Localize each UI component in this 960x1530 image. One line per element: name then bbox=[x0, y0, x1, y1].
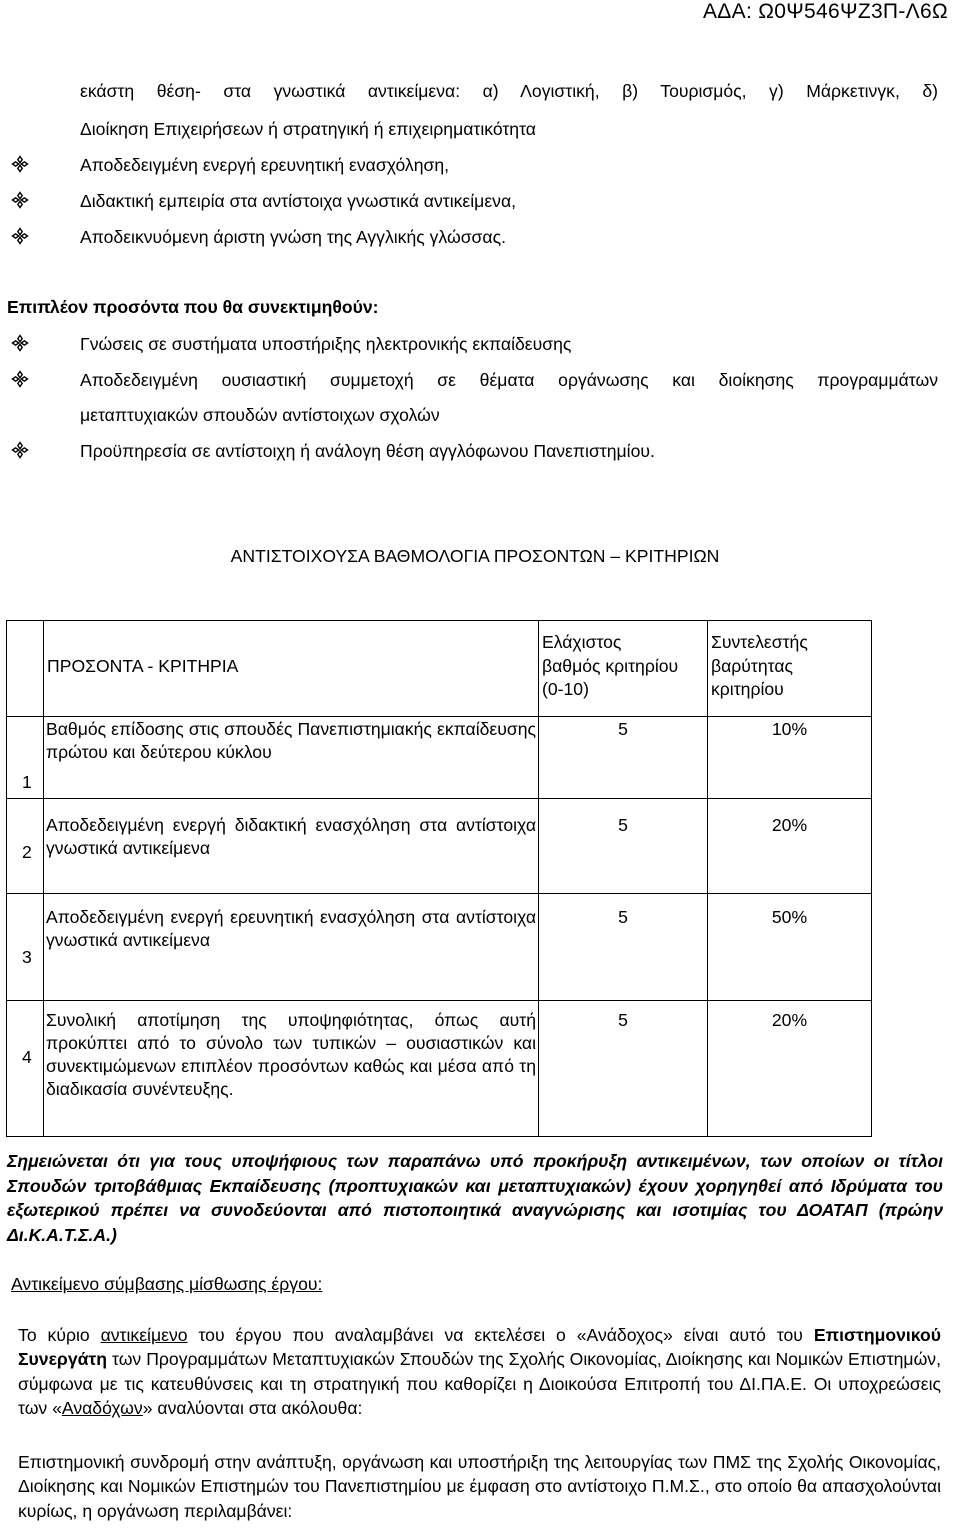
support-paragraph: Επιστημονική συνδρομή στην ανάπτυξη, οργάνωση και υποστήριξη της λειτουργίας των ΠΜΣ της Σχολής Οικονομίας, Διοίκησης και Νομικών Επιστημών του Πανεπιστημίου με έμφαση στο αντίστοιχο Π.Μ.Σ., στο οποίο θα απασχολούνται κυρίως, η οργάνωση περιλαμβάνει: bbox=[18, 1452, 941, 1521]
section-heading: Επιπλέον προσόντα που θα συνεκτιμηθούν: bbox=[7, 297, 379, 317]
table-title: ΑΝΤΙΣΤΟΙΧΟΥΣΑ ΒΑΘΜΟΛΟΓΙΑ ΠΡΟΣΟΝΤΩΝ – ΚΡΙΤΗΡΙΩΝ bbox=[230, 546, 720, 566]
criterion-text: Αποδεδειγμένη ενεργή διδακτική ενασχόληση στα αντίστοιχα γνωστικά αντικείμενα bbox=[46, 815, 536, 858]
min-grade-header bbox=[539, 621, 707, 702]
row-number: 3 bbox=[22, 947, 32, 967]
criterion-text: Συνολική αποτίμηση της υποψηφιότητας, όπως αυτή προκύπτει από το σύνολο των τυπικών – ουσιαστικών και συνεκτιμώμενων επιπλέον προσόντων καθώς και μέσα από τη διαδικασία συνέντευξης. bbox=[46, 1010, 536, 1099]
weight-value: 50% bbox=[771, 907, 808, 927]
bullet-text-continued: μεταπτυχιακών σπουδών αντίστοιχων σχολών bbox=[80, 405, 440, 425]
header-line: Ελάχιστος bbox=[542, 632, 622, 652]
table-cell bbox=[7, 717, 44, 799]
weight-value: 20% bbox=[771, 1010, 808, 1030]
table-cell bbox=[44, 894, 539, 1001]
subject-paragraph bbox=[18, 1323, 941, 1421]
table-cell bbox=[708, 894, 872, 1001]
table-cell bbox=[708, 1001, 872, 1137]
text-line: εκάστη θέση- στα γνωστικά αντικείμενα: α) Λογιστική, β) Τουρισμός, γ) Μάρκετινγκ, δ) bbox=[80, 81, 938, 101]
diamond-bullet-icon bbox=[11, 191, 29, 209]
table-cell bbox=[7, 894, 44, 1001]
note-paragraph: Σημειώνεται ότι για τους υποψήφιους των παραπάνω υπό προκήρυξη αντικειμένων, των οποίων οι τίτλοι Σπουδών τριτοβάθμιας Εκπαίδευσης (προπτυχιακών και μεταπτυχιακών) έχουν χορηγηθεί από Ιδρύματα του εξωτερικού πρέπει να συνοδεύονται από πιστοποιητικά αναγνώρισης και ισοτιμίας του ΔΟΑΤΑΠ (πρώην Δι.Κ.Α.Τ.Σ.Α.) bbox=[7, 1151, 943, 1245]
underlined-term: αντικείμενο bbox=[100, 1325, 188, 1345]
bullet-text: Αποδεδειγμένη ουσιαστική συμμετοχή σε θέματα οργάνωσης και διοίκησης προγραμμάτων bbox=[80, 370, 938, 390]
table-cell bbox=[708, 717, 872, 799]
table-cell bbox=[7, 799, 44, 894]
table-cell bbox=[44, 621, 539, 717]
diamond-bullet-icon bbox=[11, 227, 29, 245]
min-grade-value: 5 bbox=[618, 1010, 628, 1030]
text-run: Το κύριο bbox=[18, 1325, 101, 1345]
diamond-bullet-icon bbox=[11, 155, 29, 173]
criterion-text: Αποδεδειγμένη ενεργή ερευνητική ενασχόληση στα αντίστοιχα γνωστικά αντικείμενα bbox=[46, 907, 536, 950]
underlined-term: Αναδόχων bbox=[61, 1398, 143, 1419]
table-cell bbox=[7, 621, 44, 717]
table-row bbox=[7, 894, 872, 1001]
criteria-header: ΠΡΟΣΟΝΤΑ - ΚΡΙΤΗΡΙΑ bbox=[47, 656, 239, 676]
header-line: βαρύτητας bbox=[711, 655, 794, 676]
header-line: Συντελεστής bbox=[711, 632, 808, 652]
table-cell bbox=[539, 799, 708, 894]
table-cell bbox=[539, 1001, 708, 1137]
table-cell bbox=[44, 799, 539, 894]
text-line: Διοίκηση Επιχειρήσεων ή στρατηγική ή επιχειρηματικότητα bbox=[80, 119, 536, 139]
min-grade-value: 5 bbox=[618, 719, 628, 739]
header-line: (0-10) bbox=[542, 679, 589, 699]
table-row bbox=[7, 1001, 872, 1137]
bullet-text: Αποδεικνυόμενη άριστη γνώση της Αγγλικής γλώσσας. bbox=[80, 227, 506, 247]
ada-code: ΑΔΑ: Ω0Ψ546ΨΖ3Π-Λ6Ω bbox=[703, 0, 948, 23]
bullet-text: Προϋπηρεσία σε αντίστοιχη ή ανάλογη θέση αγγλόφωνου Πανεπιστημίου. bbox=[80, 441, 655, 461]
table-cell bbox=[44, 1001, 539, 1137]
table-cell bbox=[7, 1001, 44, 1137]
weight-header bbox=[708, 621, 871, 702]
header-line: κριτηρίου bbox=[711, 679, 784, 699]
table-cell bbox=[539, 717, 708, 799]
table-row bbox=[7, 717, 872, 799]
table-row bbox=[7, 799, 872, 894]
text-run: των Προγραμμάτων Μεταπτυχιακών Σπουδών της Σχολής Οικονομίας, Διοίκησης και Νομικών Επιστημών, σύμφωνα με τις κατευθύνσεις και τη στρατηγική που καθορίζει η Διοικούσα Επιτροπή του ΔΙ.ΠΑ.Ε. Οι υποχρεώσεις των « bbox=[18, 1349, 941, 1419]
bullet-text: Διδακτική εμπειρία στα αντίστοιχα γνωστικά αντικείμενα, bbox=[80, 191, 517, 211]
criterion-text: Βαθμός επίδοσης στις σπουδές Πανεπιστημιακής εκπαίδευσης πρώτου και δεύτερου κύκλου bbox=[46, 719, 536, 762]
table-cell bbox=[44, 717, 539, 799]
bullet-text: Γνώσεις σε συστήματα υποστήριξης ηλεκτρονικής εκπαίδευσης bbox=[80, 334, 572, 354]
diamond-bullet-icon bbox=[11, 441, 29, 459]
min-grade-value: 5 bbox=[618, 907, 628, 927]
criteria-table bbox=[6, 620, 872, 1137]
table-cell bbox=[708, 621, 872, 717]
diamond-bullet-icon bbox=[11, 334, 29, 352]
bold-term: Επιστημονικού Συνεργάτη bbox=[18, 1325, 941, 1370]
text-run: » αναλύονται στα ακόλουθα: bbox=[142, 1398, 363, 1419]
min-grade-value: 5 bbox=[618, 815, 628, 835]
weight-value: 10% bbox=[771, 719, 808, 739]
bullet-text: Αποδεδειγμένη ενεργή ερευνητική ενασχόληση, bbox=[80, 155, 450, 175]
table-cell bbox=[708, 799, 872, 894]
table-cell bbox=[539, 894, 708, 1001]
text-run: του έργου που αναλαμβάνει να εκτελέσει ο «Ανάδοχος» είναι αυτό του bbox=[187, 1325, 814, 1345]
row-number: 1 bbox=[22, 772, 32, 792]
diamond-bullet-icon bbox=[11, 370, 29, 388]
weight-value: 20% bbox=[771, 815, 808, 835]
row-number: 4 bbox=[22, 1047, 32, 1067]
table-header-row bbox=[7, 621, 872, 717]
subject-heading: Αντικείμενο σύμβασης μίσθωσης έργου: bbox=[11, 1274, 323, 1294]
table-cell bbox=[539, 621, 708, 717]
header-line: βαθμός κριτηρίου bbox=[542, 655, 679, 676]
row-number: 2 bbox=[22, 842, 32, 862]
